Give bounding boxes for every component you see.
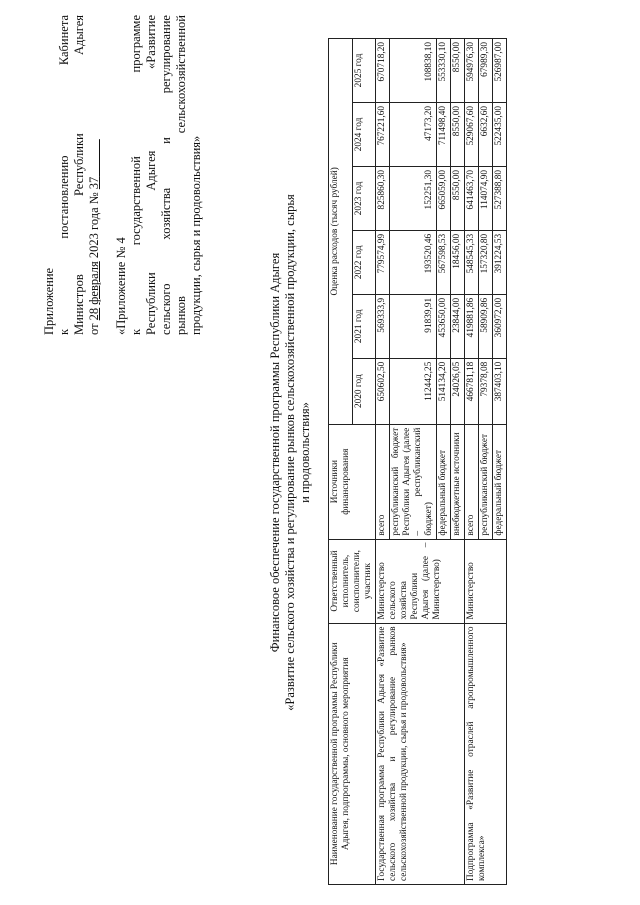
source-cell: федеральный бюджет [493, 424, 507, 539]
value-cell: 387403,10 [493, 358, 507, 424]
appendix-line-2: Министров Республики Адыгея [72, 14, 86, 335]
year-header: 2024 год [352, 103, 376, 167]
appendix-label: Приложение [42, 267, 56, 335]
financing-table [328, 38, 507, 885]
header-row [329, 39, 353, 885]
value-cell: 360972,00 [493, 294, 507, 358]
title-line-2: «Развитие сельского хозяйства и регулирование рынков сельскохозяйственной продукции, сырья [283, 194, 297, 711]
value-cell: 193520,46 [390, 230, 437, 294]
value-cell: 58909,86 [479, 294, 493, 358]
value-cell: 665059,00 [437, 166, 451, 230]
annex-line-3: сельского хозяйства и регулирование [159, 15, 173, 335]
value-cell: 152251,30 [390, 166, 437, 230]
value-cell: 8550,00 [451, 166, 465, 230]
table-row [465, 39, 479, 885]
value-cell: 779574,99 [376, 230, 390, 294]
annex-title: «Приложение № 4 [114, 237, 128, 335]
value-cell: 157320,80 [479, 230, 493, 294]
document-title [268, 20, 313, 885]
source-cell: внебюджетные источники [451, 424, 465, 539]
annex-line-4: рынков сельскохозяйственной [174, 15, 188, 335]
source-cell: республиканский бюджет Республики Адыгея (далее – республиканский бюджет) [390, 424, 437, 539]
value-cell: 47173,20 [390, 103, 437, 167]
value-cell: 529067,60 [465, 103, 479, 167]
annex-line-1: к государственной программе [129, 15, 143, 335]
value-cell: 453650,00 [437, 294, 451, 358]
value-cell: 6632,60 [479, 103, 493, 167]
value-cell: 526987,00 [493, 39, 507, 103]
col-header-executor: Ответственный исполнитель, соисполнители, участник [329, 539, 376, 623]
value-cell: 391224,53 [493, 230, 507, 294]
table-row [376, 39, 390, 885]
value-cell: 594976,30 [465, 39, 479, 103]
value-cell: 23844,00 [451, 294, 465, 358]
appendix-date-line: от 28 февраля 2023 года № 37 [87, 176, 101, 335]
value-cell: 8550,00 [451, 103, 465, 167]
value-cell: 114074,90 [479, 166, 493, 230]
value-cell: 8550,00 [451, 39, 465, 103]
appendix-header [42, 15, 204, 335]
value-cell: 569333,9 [376, 294, 390, 358]
value-cell: 514134,20 [437, 358, 451, 424]
annex-line-5: продукции, сырья и продовольствия» [189, 135, 203, 335]
col-header-source: Источники финансирования [329, 424, 376, 539]
value-cell: 522435,00 [493, 103, 507, 167]
value-cell: 825860,30 [376, 166, 390, 230]
program-name: Государственная программа Республики Адыгея «Развитие сельского хозяйства и регулирование рынков сельскохозяйственной продукции, сырья и продовольствия» [376, 623, 465, 884]
value-cell: 548545,33 [465, 230, 479, 294]
title-line-1: Финансовое обеспечение государственной программы Республики Адыгея [268, 252, 282, 653]
source-cell: федеральный бюджет [437, 424, 451, 539]
source-cell: всего [376, 424, 390, 539]
value-cell: 466781,18 [465, 358, 479, 424]
value-cell: 650602,50 [376, 358, 390, 424]
value-cell: 108838,10 [390, 39, 437, 103]
value-cell: 18456,00 [451, 230, 465, 294]
value-cell: 112442,25 [390, 358, 437, 424]
appendix-line-1: к постановлению Кабинета [57, 15, 71, 335]
annex-line-2: Республики Адыгея «Развитие [144, 15, 158, 335]
year-header: 2023 год [352, 166, 376, 230]
year-header: 2020 год [352, 358, 376, 424]
col-header-name: Наименование государственной программы Республики Адыгея, подпрограммы, основного мероприятия [329, 623, 376, 884]
value-cell: 641463,70 [465, 166, 479, 230]
source-cell: республиканский бюджет [479, 424, 493, 539]
doc-number: 37 [87, 176, 101, 190]
subprogram-name: Подпрограмма «Развитие отраслей агропромышленного комплекса» [465, 623, 507, 884]
value-cell: 767221,60 [376, 103, 390, 167]
year-header: 2021 год [352, 294, 376, 358]
value-cell: 567598,53 [437, 230, 451, 294]
value-cell: 711498,40 [437, 103, 451, 167]
year-header: 2025 год [352, 39, 376, 103]
col-header-estimate: Оценка расходов (тысяч рублей) [329, 39, 353, 425]
value-cell: 527388,80 [493, 166, 507, 230]
value-cell: 419881,86 [465, 294, 479, 358]
subprogram-executor: Министерство [465, 539, 507, 623]
value-cell: 24026,05 [451, 358, 465, 424]
source-cell: всего [465, 424, 479, 539]
value-cell: 91839,91 [390, 294, 437, 358]
date-month: февраля [87, 261, 101, 305]
value-cell: 553330,10 [437, 39, 451, 103]
program-executor: Министерство сельского хозяйства Республики Адыгея (далее – Министерство) [376, 539, 465, 623]
title-line-3: и продовольствия» [298, 402, 312, 503]
value-cell: 67989,30 [479, 39, 493, 103]
value-cell: 79378,08 [479, 358, 493, 424]
date-day: 28 [87, 307, 101, 321]
year-header: 2022 год [352, 230, 376, 294]
value-cell: 670718,20 [376, 39, 390, 103]
